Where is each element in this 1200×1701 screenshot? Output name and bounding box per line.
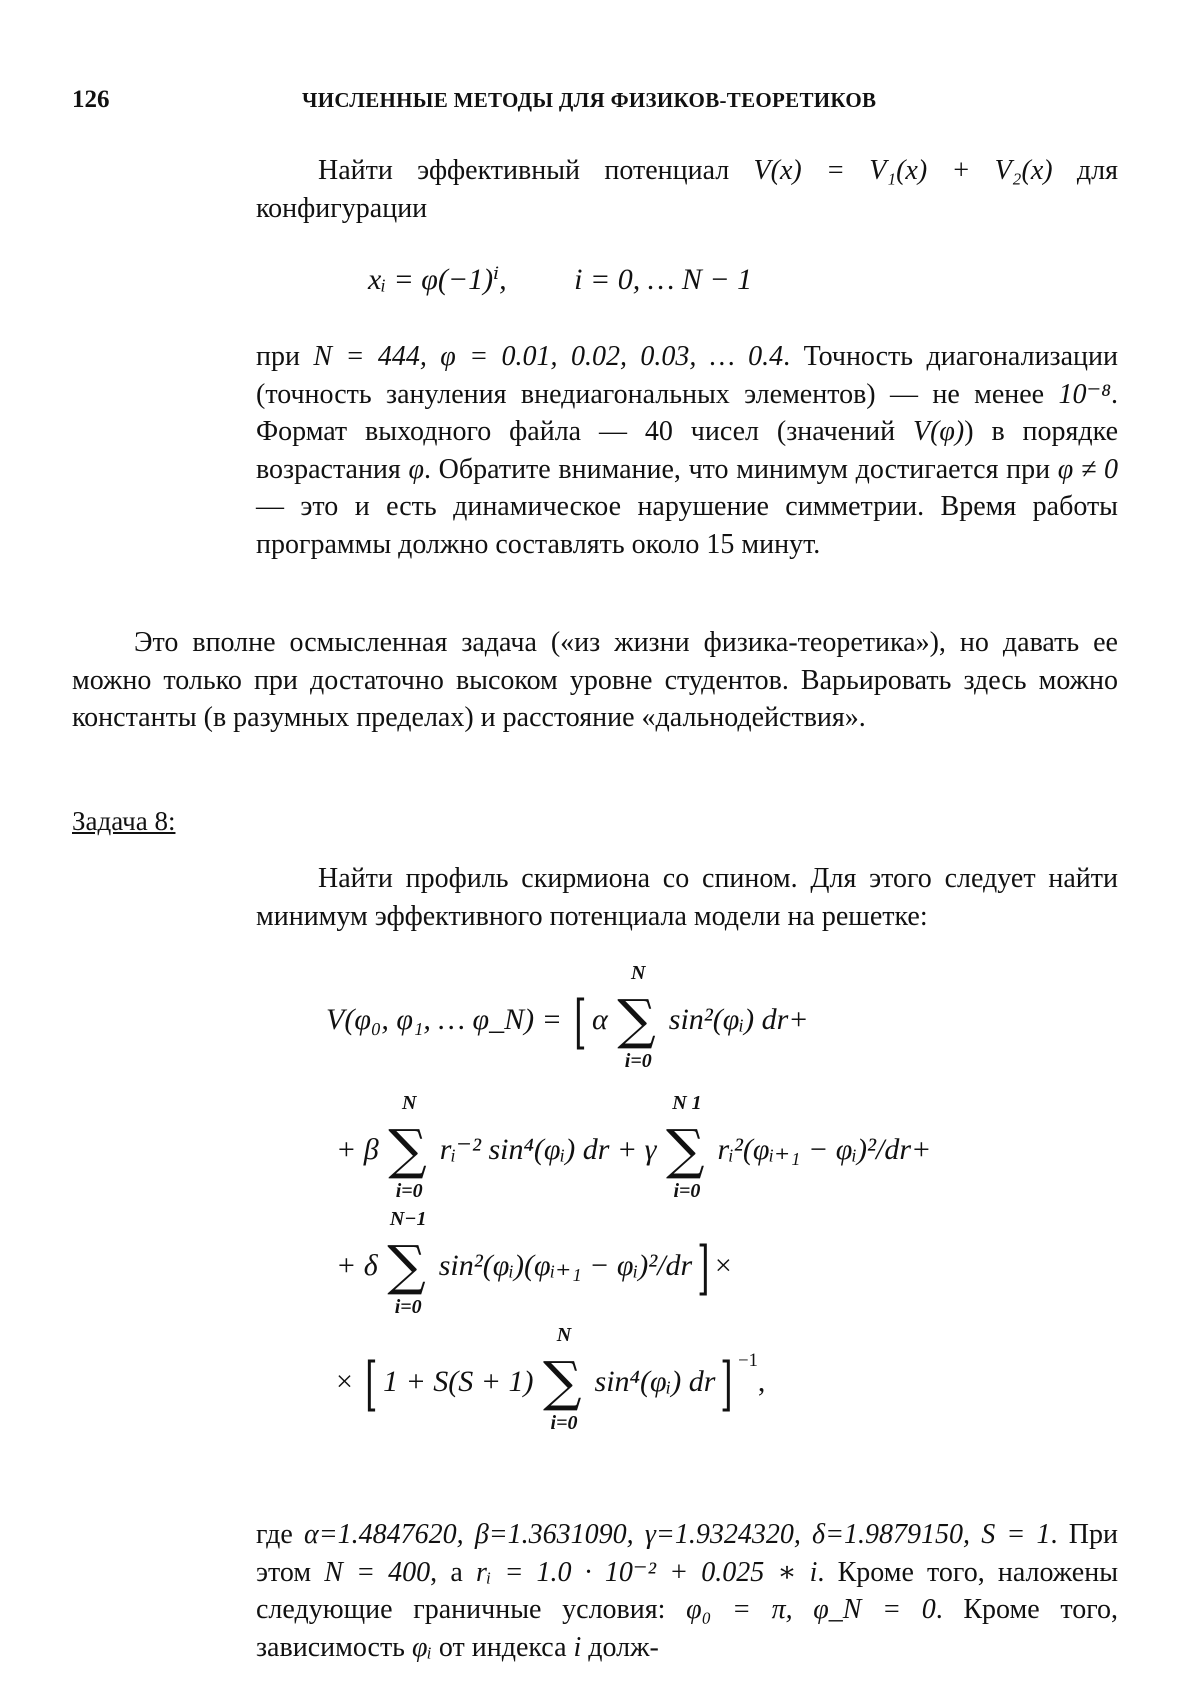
delta-coefficient: + δ <box>336 1248 378 1282</box>
equation-term: rᵢ⁻² sin⁴(φᵢ) dr + γ <box>439 1132 657 1166</box>
text-run: , а <box>430 1556 476 1588</box>
sum-operator: ∑ N i=0 <box>617 962 656 1072</box>
text-run: . Точность диагонализации (точность зануления внедиагональных элементов) — не менее <box>256 341 1118 410</box>
right-bracket: ] <box>720 1350 734 1418</box>
commentary-paragraph: Это вполне осмысленная задача («из жизни физика-теоретика»), но давать ее можно только при достаточно высоком уровне студентов. Варьировать здесь можно константы (в разумных пределах) и расстояние «дальнодействия». <box>72 627 1118 733</box>
inline-math: φᵢ <box>411 1631 432 1663</box>
task-label: Задача 8: <box>72 806 176 836</box>
task8-intro-paragraph: Найти профиль скирмиона со спином. Для этого следует найти минимум эффективного потенциала модели на решетке: <box>256 863 1118 932</box>
equation-term: sin²(φᵢ)(φᵢ₊₁ − φᵢ)²/dr <box>438 1248 693 1282</box>
text-run: . При этом <box>256 1519 1118 1588</box>
text-run: Найти эффективный потенциал <box>318 155 754 186</box>
inline-math: φ ≠ 0 <box>1057 453 1118 485</box>
inline-math: 10⁻⁸ <box>1058 378 1111 410</box>
equation-line-1 <box>326 962 809 1072</box>
left-bracket: [ <box>574 988 587 1056</box>
text-run: от индекса <box>431 1631 574 1663</box>
inline-math: N = 444, φ = 0.01, 0.02, 0.03, … 0.4 <box>313 341 784 372</box>
text-run: ) в порядке возрастания <box>256 416 1119 485</box>
exponent: −1 <box>738 1349 758 1371</box>
text-run: долж- <box>581 1631 659 1663</box>
text-run: . Кроме того, наложены следующие граничные условия: <box>256 1556 1119 1625</box>
inline-math: N = 400 <box>324 1556 431 1588</box>
alpha-coefficient: α <box>592 1002 608 1036</box>
inline-math: V(φ) <box>912 416 965 447</box>
inline-math: rᵢ = 1.0 · 10⁻² + 0.025 ∗ i <box>475 1556 818 1588</box>
equation-term: sin²(φᵢ) dr+ <box>668 1002 809 1036</box>
text-run: где <box>256 1519 304 1550</box>
inline-math: V(x) = V₁(x) + V₂(x) <box>753 155 1053 186</box>
inline-math: φ <box>408 453 424 485</box>
right-bracket: ] <box>697 1234 710 1302</box>
text-run: . Кроме того, зависимость <box>256 1594 1119 1663</box>
sum-operator: ∑ N 1 i=0 <box>665 1092 705 1202</box>
times-sign: × <box>336 1364 353 1398</box>
equation-term: rᵢ²(φᵢ₊₁ − φᵢ)²/dr+ <box>717 1132 932 1166</box>
text-run: — это и есть динамическое нарушение симметрии. Время работы программы должно составлять около 15 минут. <box>256 491 1118 560</box>
inline-math: α=1.4847620, β=1.3631090, γ=1.9324320, δ=1.9879150, S = 1 <box>304 1519 1051 1550</box>
spin-factor: 1 + S(S + 1) <box>383 1364 534 1398</box>
inline-math: i <box>573 1631 582 1663</box>
task-body-paragraph <box>256 338 1118 563</box>
formula-left: xᵢ = φ(−1)ⁱ, <box>368 263 507 296</box>
text-run: для конфигурации <box>256 155 1118 224</box>
times-sign: × <box>714 1248 732 1282</box>
page-number: 126 <box>72 86 110 113</box>
equation-line-2 <box>336 1092 932 1202</box>
sum-operator: ∑ N−1 i=0 <box>387 1208 427 1318</box>
beta-coefficient: + β <box>336 1132 379 1166</box>
configuration-formula <box>368 262 752 297</box>
page-header <box>72 86 1128 122</box>
sum-operator: ∑ N i=0 <box>543 1324 582 1434</box>
equation-lhs: V(φ₀, φ₁, … φ_N) = <box>326 1002 562 1036</box>
equation-line-4 <box>336 1324 766 1434</box>
parameters-paragraph <box>256 1516 1118 1666</box>
inline-math: φ₀ = π, φ_N = 0 <box>686 1594 936 1625</box>
equation-term: sin⁴(φᵢ) dr <box>594 1364 716 1398</box>
text-run: . Обратите внимание, что минимум достигается при <box>423 453 1058 485</box>
running-title: ЧИСЛЕННЫЕ МЕТОДЫ ДЛЯ ФИЗИКОВ-ТЕОРЕТИКОВ <box>302 88 877 112</box>
equation-line-3 <box>336 1208 732 1318</box>
sum-operator: ∑ N i=0 <box>388 1092 427 1202</box>
formula-right: i = 0, … N − 1 <box>574 263 753 296</box>
text-run: при <box>256 341 314 372</box>
comma: , <box>757 1364 766 1398</box>
left-bracket: [ <box>365 1350 378 1418</box>
text-run: . Формат выходного файла — 40 чисел (значений <box>256 378 1118 447</box>
task-intro-paragraph <box>256 152 1118 227</box>
